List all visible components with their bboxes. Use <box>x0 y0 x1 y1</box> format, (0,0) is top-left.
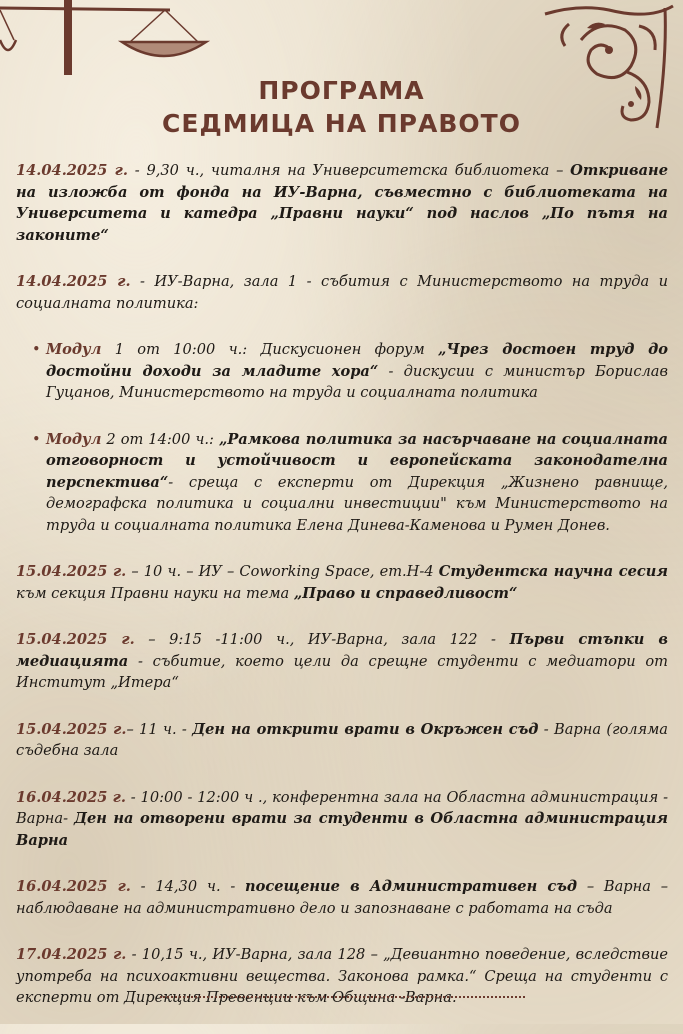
event-date: 14.04.2025 г. <box>16 162 128 179</box>
event-highlight: посещение в Административен съд <box>245 878 578 895</box>
event-highlight: „Право и справедливост“ <box>293 584 518 602</box>
module-item <box>16 339 668 404</box>
event-entry <box>16 876 668 919</box>
module-item <box>16 429 668 537</box>
event-text: – 10 ч. – ИУ – Coworking Space, ет.Н-4 <box>126 563 439 580</box>
event-entry <box>16 271 668 314</box>
event-text: – Варна – наблюдаване на административно дело и запознаване с работата на съда <box>16 878 668 917</box>
event-text: – 9:15 -11:00 ч., ИУ-Варна, зала 122 - <box>134 631 510 648</box>
event-entry <box>16 787 668 852</box>
event-text: - 9,30 ч., читалня на Университетска библиотека – <box>127 162 571 179</box>
event-highlight: Ден на отворени врати за студенти в Областна администрация Варна <box>16 810 668 849</box>
event-highlight: „Чрез достоен труд до достойни доходи за младите хора“ <box>46 341 668 380</box>
event-text: към секция Правни науки на тема <box>16 584 294 602</box>
event-text: - 10:00 - 12:00 ч ., конферентна зала на Областна администрация - Варна- <box>16 788 668 827</box>
program-content <box>16 160 668 1034</box>
module-label: Модул <box>46 430 102 448</box>
event-date: 15.04.2025 г. <box>16 631 135 648</box>
event-entry <box>16 944 668 1009</box>
event-text: - събитие, което цели да срещне студенти с медиатори от Институт „Итера“ <box>16 652 668 691</box>
event-date: 14.04.2025 г. <box>16 273 131 290</box>
event-text: - Варна (голяма съдебна зала <box>16 720 668 759</box>
bullet-icon: • <box>32 430 41 448</box>
event-entry <box>16 629 668 694</box>
event-date: 15.04.2025 г. <box>16 720 127 738</box>
scales-of-justice-icon <box>0 0 220 75</box>
event-entry <box>16 561 668 604</box>
event-highlight: Откриване на изложба от фонда на ИУ-Варна, съвместно с библиотеката на Университета и катедра „Правни науки“ под наслов „По пътя на законите“ <box>16 162 668 244</box>
module-list <box>16 339 668 536</box>
event-date: 15.04.2025 г. <box>16 563 127 580</box>
event-date: 17.04.2025 г. <box>16 946 127 963</box>
event-text: - дискусии с министър Борислав Гуцанов, Министерството на труда и социалната политика <box>46 362 668 401</box>
event-text: – 11 ч. - <box>126 720 193 738</box>
bottom-divider <box>160 996 525 998</box>
event-text: 1 от 10:00 ч.: Дискусионен форум <box>101 341 439 358</box>
event-text: - 10,15 ч., ИУ-Варна, зала 128 – „Девиантно поведение, вследствие употреба на психоактивни вещества. Законова рамка.“ Среща на студенти с експерти от Дирекция Превенции към Община -Варна. <box>16 946 668 1006</box>
event-text: - среща с експерти от Дирекция „Жизнено равнище, демографска политика и социални инвестиции" към Министерството на труда и социалната политика Елена Динева-Каменова и Румен Донев. <box>46 473 668 534</box>
event-text: - 14,30 ч. - <box>130 878 246 895</box>
event-text: - ИУ-Варна, зала 1 - събития с Министерството на труда и социалната политика: <box>16 273 668 312</box>
bullet-icon: • <box>32 341 41 358</box>
event-highlight: Студентска научна сесия <box>438 563 668 580</box>
event-highlight: „Рамкова политика за насърчаване на социалната отговорност и устойчивост и европейската законодателна перспектива“ <box>46 430 668 491</box>
page-title-line2: СЕДМИЦА НА ПРАВОТО <box>162 109 521 138</box>
event-date: 16.04.2025 г. <box>16 878 131 895</box>
module-label: Модул <box>46 341 102 358</box>
event-entry <box>16 719 668 762</box>
event-text: 2 от 14:00 ч.: <box>101 430 219 448</box>
event-highlight: Първи стъпки в медиацията <box>16 631 668 670</box>
page-title-line1: ПРОГРАМА <box>258 76 425 105</box>
event-entry <box>16 160 668 246</box>
event-date: 16.04.2025 г. <box>16 788 126 806</box>
event-highlight: Ден на открити врати в Окръжен съд <box>192 720 539 738</box>
